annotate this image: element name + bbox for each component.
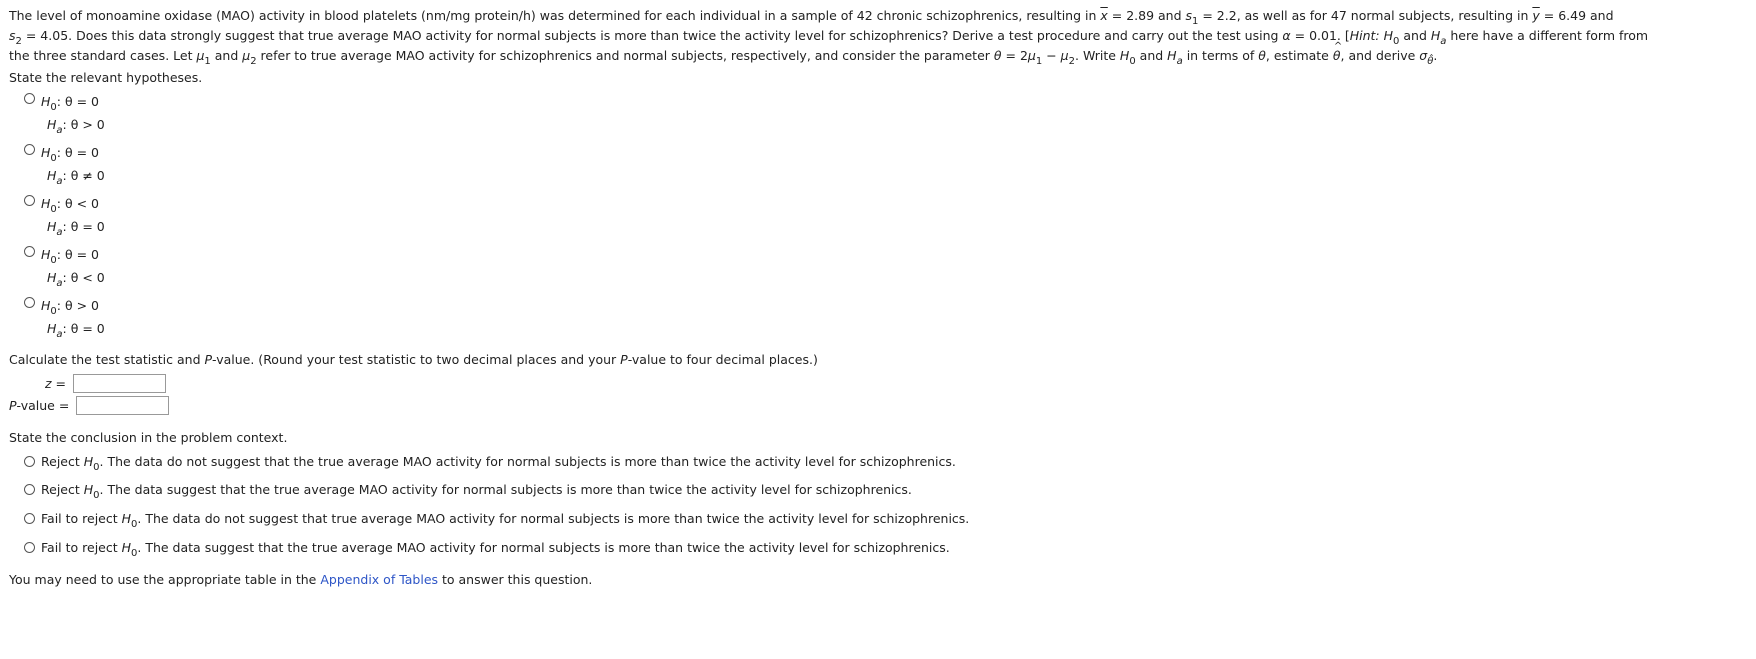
z-input[interactable] [73, 374, 166, 393]
x-bar: $\overline{x}$ [1100, 8, 1108, 23]
footer-note: You may need to use the appropriate table in the Appendix of Tables to answer this question. [9, 572, 593, 587]
hypothesis-option-2[interactable] [24, 141, 105, 187]
problem-line-1: The level of monoamine oxidase (MAO) activity in blood platelets (nm/mg protein/h) was determined for each individual in a sample of 42 chronic schizophrenics, resulting in $\overline{x} = 2.89$ and $s_1 = 2.2$, as well as for 47 normal subjects, resulting in $\overline{y} = 6.49$ and [9, 8, 1614, 27]
ha-line: $H_a$: θ ≠ 0 [47, 168, 105, 187]
ha-line: $H_a$: θ = 0 [47, 219, 105, 238]
problem-line-2: $s_2 = 4.05$. Does this data strongly suggest that true average MAO activity for normal subjects is more than twice the activity level for schizophrenics? Derive a test procedure and carry out the test using α = 0.01. [Hint: $H_0$ and $H_a$ here have a different form from [9, 28, 1649, 47]
radio-button[interactable] [24, 93, 35, 104]
hypothesis-option-5[interactable] [24, 294, 105, 340]
radio-button[interactable] [24, 297, 35, 308]
appendix-link[interactable]: Appendix of Tables [320, 572, 439, 587]
y-bar: $\overline{y}$ [1532, 8, 1540, 23]
conclusion-option-3[interactable]: Fail to reject $H_0$. The data do not suggest that true average MAO activity for normal subjects is more than twice the activity level for schizophrenics. [24, 510, 969, 528]
conclusion-option-4[interactable]: Fail to reject $H_0$. The data suggest that the true average MAO activity for normal subjects is more than twice the activity level for schizophrenics. [24, 539, 950, 557]
ha-line: $H_a$: θ < 0 [47, 270, 105, 289]
radio-button[interactable] [24, 246, 35, 257]
hypotheses-prompt: State the relevant hypotheses. [9, 70, 203, 85]
problem-line-3: the three standard cases. Let $\mu_1$ and $\mu_2$ refer to true average MAO activity for schizophrenics and normal subjects, respectively, and consider the parameter $\theta = 2\mu_1 - \mu_2$. Write $H_0$ and $H_a$ in terms of θ, estimate ^ θ, and derive $\sigma_{\thetâ}$. [9, 46, 1754, 66]
z-label: z = [45, 376, 67, 391]
radio-button[interactable] [24, 513, 35, 524]
radio-button[interactable] [24, 144, 35, 155]
radio-button[interactable] [24, 484, 35, 495]
problem-statement [9, 6, 1754, 66]
radio-button[interactable] [24, 456, 35, 467]
radio-button[interactable] [24, 542, 35, 553]
h0-line: $H_0$: θ < 0 [41, 196, 99, 215]
hypothesis-option-4[interactable] [24, 243, 105, 289]
ha-line: $H_a$: θ > 0 [47, 117, 105, 136]
hypothesis-option-1[interactable] [24, 90, 105, 136]
h0-line: $H_0$: θ = 0 [41, 94, 99, 113]
h0-line: $H_0$: θ > 0 [41, 298, 99, 317]
hypothesis-option-3[interactable] [24, 192, 105, 238]
conclusion-prompt: State the conclusion in the problem context. [9, 430, 288, 445]
conclusion-option-1[interactable]: Reject $H_0$. The data do not suggest that the true average MAO activity for normal subjects is more than twice the activity level for schizophrenics. [24, 453, 956, 471]
theta-hat: ^ θ [1333, 46, 1341, 66]
conclusion-option-2[interactable]: Reject $H_0$. The data suggest that the true average MAO activity for normal subjects is more than twice the activity level for schizophrenics. [24, 481, 912, 499]
p-value-label: P-value = [9, 398, 70, 413]
calc-prompt: Calculate the test statistic and P-value. (Round your test statistic to two decimal places and your P-value to four decimal places.) [9, 352, 818, 367]
h0-line: $H_0$: θ = 0 [41, 247, 99, 266]
h0-line: $H_0$: θ = 0 [41, 145, 99, 164]
p-value-input[interactable] [76, 396, 169, 415]
ha-line: $H_a$: θ = 0 [47, 321, 105, 340]
p-value-row [9, 396, 169, 415]
radio-button[interactable] [24, 195, 35, 206]
z-row [45, 374, 166, 393]
